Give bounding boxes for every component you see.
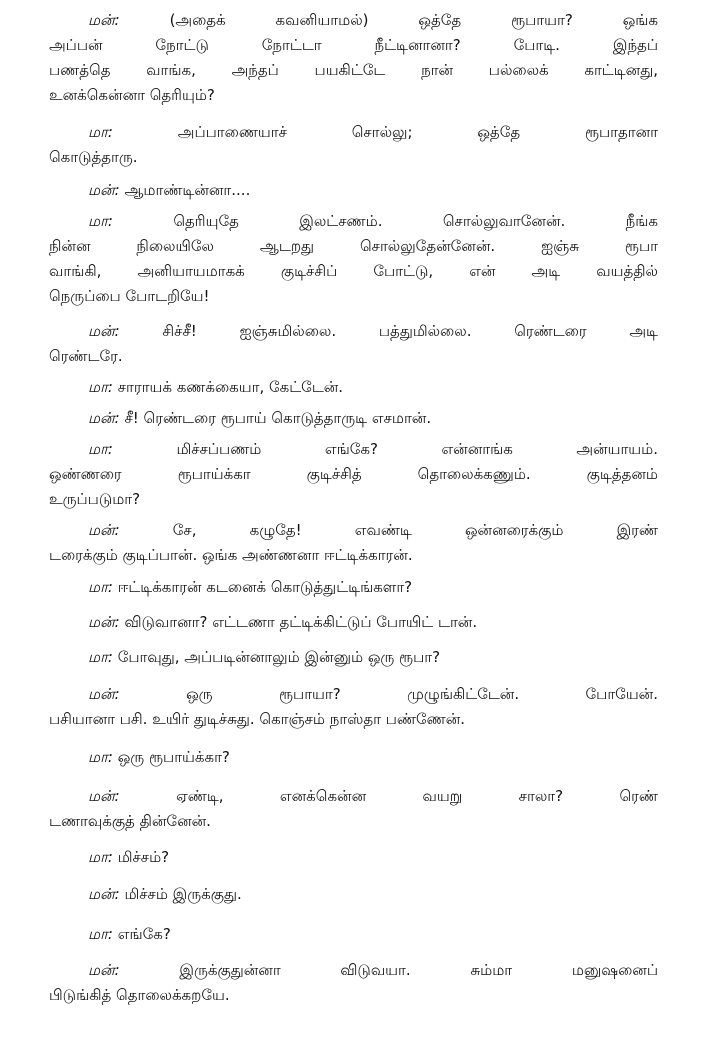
dialogue-continuation-row: அப்பன் நோட்டு நோட்டா நீட்டினானா? போடி. இந்தப் xyxy=(49,36,658,54)
dialogue-first-row: மா: போவுது, அப்படின்னாலும் இன்னும் ஒரு ரூபா? xyxy=(88,648,441,666)
dialogue-first-row: மா: சாராயக் கணக்கையா, கேட்டேன். xyxy=(88,378,344,396)
speaker-label: மா: xyxy=(88,925,113,943)
dialogue-first-row: மா: மிச்சம்? xyxy=(88,848,170,866)
dialogue-line xyxy=(49,437,658,512)
speaker-label: மா: xyxy=(88,440,113,458)
speaker-label: மா: xyxy=(88,748,113,766)
dialogue-line xyxy=(88,845,658,870)
dialogue-first-row: மன்: சிச்சீ! ஐஞ்சுமில்லை. பத்துமில்லை. ரெண்டரை அடி xyxy=(88,322,658,340)
dialogue-line xyxy=(49,682,658,732)
dialogue-continuation-row: ரெண்டரே. xyxy=(49,347,123,365)
dialogue-first-row: மன்: இருக்குதுன்னா விடுவயா. சும்மா மனுஷனைப் xyxy=(88,961,658,979)
dialogue-line xyxy=(49,958,658,1008)
dialogue-continuation-row: பணத்தெ வாங்க, அந்தப் பயகிட்டே நான் பல்லைக் காட்டினது, xyxy=(49,61,658,79)
dialogue-first-row: மன்: விடுவானா? எட்டணா தட்டிக்கிட்டுப் போயிட் டான். xyxy=(88,613,478,631)
dialogue-line xyxy=(88,375,658,400)
speaker-label: மா: xyxy=(88,123,113,141)
dialogue-first-row: மன்: ஒரு ரூபாயா? முழுங்கிட்டேன். போயேன். xyxy=(88,685,658,703)
dialogue-first-row: மா: அப்பாணையாச் சொல்லு; ஒத்தே ரூபாதானா xyxy=(88,123,658,141)
dialogue-continuation-row: ஒண்ணரை ரூபாய்க்கா குடிச்சித் தொலைக்கணும். குடித்தனம் xyxy=(49,465,658,483)
speaker-label: மன்: xyxy=(88,409,120,427)
dialogue-continuation-row: பசியானா பசி. உயிர் துடிச்சுது. கொஞ்சம் நாஸ்தா பண்ணேன். xyxy=(49,710,466,728)
dialogue-line xyxy=(88,406,658,431)
speaker-label: மன்: xyxy=(88,322,120,340)
dialogue-line xyxy=(49,319,658,369)
dialogue-continuation-row: உனக்கென்னா தெரியும்? xyxy=(49,86,215,104)
speaker-label: மன்: xyxy=(88,181,120,199)
dialogue-continuation-row: நின்ன நிலையிலே ஆடறது சொல்லுதேன்னேன். ஐஞ்சு ரூபா xyxy=(49,237,658,255)
dialogue-line xyxy=(88,922,658,947)
dialogue-first-row: மா: எங்கே? xyxy=(88,925,171,943)
dialogue-first-row: மா: மிச்சப்பணம் எங்கே? என்னாங்க அன்யாயம். xyxy=(88,440,658,458)
speaker-label: மன்: xyxy=(88,521,120,539)
dialogue-line xyxy=(49,120,658,170)
dialogue-continuation-row: டரைக்கும் குடிப்பான். ஒங்க அண்ணனா ஈட்டிக்காரன். xyxy=(49,546,413,564)
dialogue-line xyxy=(88,645,658,670)
dialogue-first-row: மன்: ஏண்டி, எனக்கென்ன வயறு சாலா? ரெண் xyxy=(88,787,658,805)
dialogue-first-row: மா: ஒரு ரூபாய்க்கா? xyxy=(88,748,230,766)
dialogue-continuation-row: நெருப்பை போடறியே! xyxy=(49,287,210,305)
speaker-label: மா: xyxy=(88,578,113,596)
speaker-label: மன்: xyxy=(88,685,120,703)
dialogue-line xyxy=(49,209,658,309)
speaker-label: மா: xyxy=(88,378,113,396)
speaker-label: மன்: xyxy=(88,885,120,903)
speaker-label: மன்: xyxy=(88,961,120,979)
dialogue-continuation-row: பிடுங்கித் தொலைக்கறயே. xyxy=(49,986,230,1004)
dialogue-continuation-row: கொடுத்தாரு. xyxy=(49,148,138,166)
dialogue-line xyxy=(88,178,658,203)
dialogue-first-row: மன்: ஆமாண்டின்னா.... xyxy=(88,181,251,199)
dialogue-continuation-row: டணாவுக்குத் தின்னேன். xyxy=(49,812,211,830)
dialogue-line xyxy=(49,518,658,568)
dialogue-line xyxy=(88,610,658,635)
speaker-label: மா: xyxy=(88,212,113,230)
dialogue-continuation-row: உருப்படுமா? xyxy=(49,490,141,508)
dialogue-first-row: மன்: சே, கழுதே! எவண்டி ஒன்னரைக்கும் இரண் xyxy=(88,521,658,539)
dialogue-first-row: மா: தெரியுதே இலட்சணம். சொல்லுவானேன். நீங்க xyxy=(88,212,658,230)
speaker-label: மன்: xyxy=(88,613,120,631)
speaker-label: மா: xyxy=(88,848,113,866)
dialogue-first-row: மன்: மிச்சம் இருக்குது. xyxy=(88,885,242,903)
dialogue-first-row: மன்: சீ! ரெண்டரை ரூபாய் கொடுத்தாருடி எசமான். xyxy=(88,409,432,427)
speaker-label: மன்: xyxy=(88,787,120,805)
speaker-label: மா: xyxy=(88,648,113,666)
speaker-label: மன்: xyxy=(88,11,120,29)
dialogue-line xyxy=(49,8,658,108)
dialogue-line xyxy=(88,745,658,770)
dialogue-continuation-row: வாங்கி, அனியாயமாகக் குடிச்சிப் போட்டு, என் அடி வயத்தில் xyxy=(49,262,658,280)
dialogue-line xyxy=(88,882,658,907)
dialogue-line xyxy=(49,784,658,834)
dialogue-line xyxy=(88,575,658,600)
dialogue-first-row: மா: ஈட்டிக்காரன் கடனைக் கொடுத்துட்டிங்களா? xyxy=(88,578,413,596)
dialogue-first-row: மன்: (அதைக் கவனியாமல்) ஒத்தே ரூபாயா? ஒங்க xyxy=(88,11,658,29)
